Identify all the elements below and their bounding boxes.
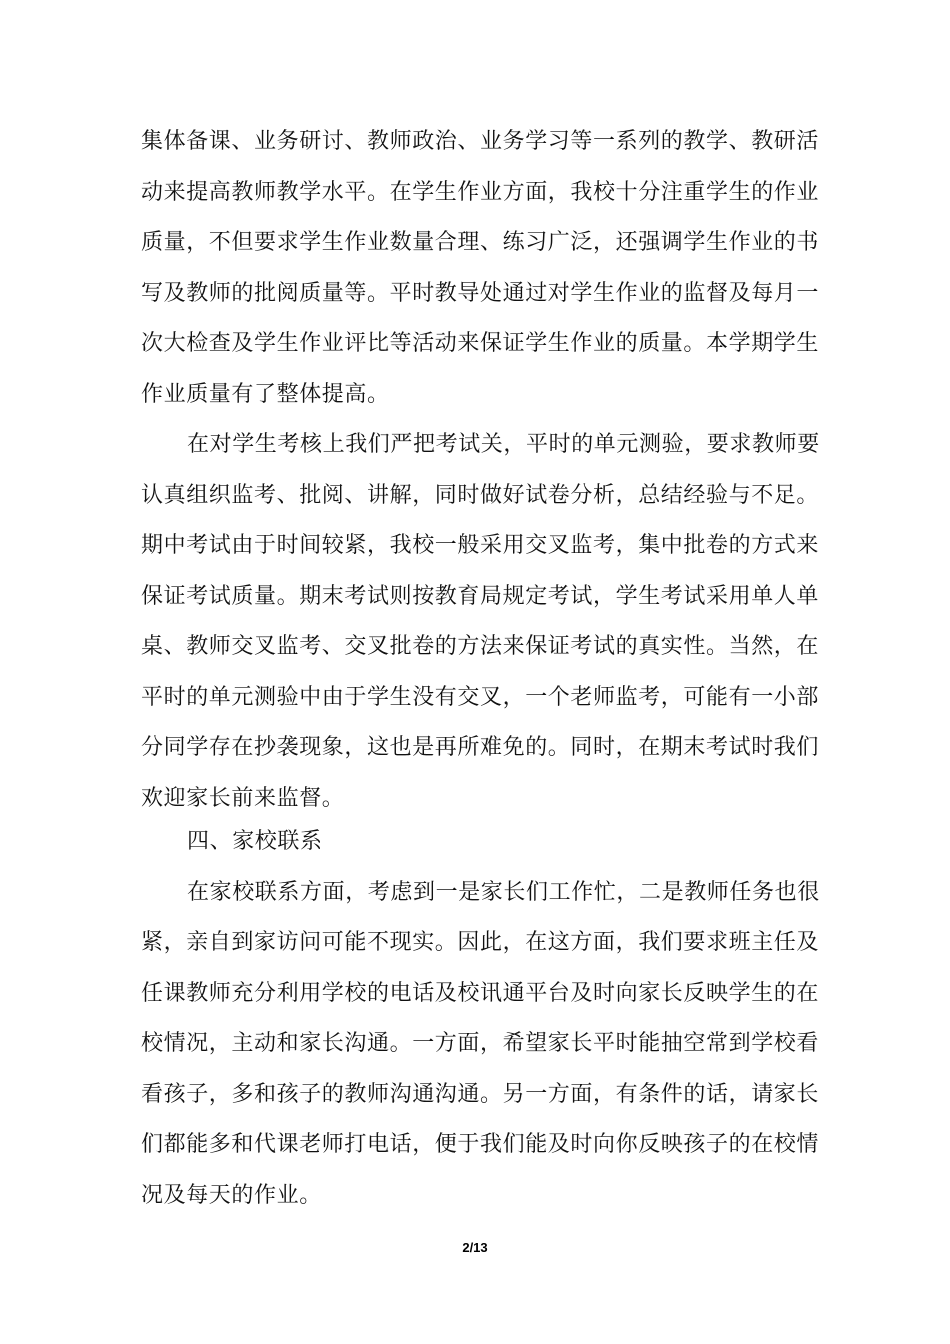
text-line: 写及教师的批阅质量等。平时教导处通过对学生作业的监督及每月一 — [141, 281, 820, 306]
text-line: 校情况，主动和家长沟通。一方面，希望家长平时能抽空常到学校看 — [141, 1031, 820, 1056]
text-line: 任课教师充分利用学校的电话及校讯通平台及时向家长反映学生的在 — [141, 981, 820, 1006]
paragraph-first-line: 在对学生考核上我们严把考试关，平时的单元测验，要求教师要 — [187, 432, 820, 457]
text-line: 动来提高教师教学水平。在学生作业方面，我校十分注重学生的作业 — [141, 180, 820, 205]
text-line: 况及每天的作业。 — [141, 1183, 322, 1208]
text-line: 紧，亲自到家访问可能不现实。因此，在这方面，我们要求班主任及 — [141, 930, 820, 955]
text-line: 质量，不但要求学生作业数量合理、练习广泛，还强调学生作业的书 — [141, 230, 820, 255]
page-number: 2/13 — [462, 1240, 488, 1255]
text-line: 欢迎家长前来监督。 — [141, 786, 345, 811]
text-line: 期中考试由于时间较紧，我校一般采用交叉监考，集中批卷的方式来 — [141, 533, 820, 558]
text-line: 保证考试质量。期末考试则按教育局规定考试，学生考试采用单人单 — [141, 584, 820, 609]
text-line: 认真组织监考、批阅、讲解，同时做好试卷分析，总结经验与不足。 — [141, 483, 820, 508]
text-line: 分同学存在抄袭现象，这也是再所难免的。同时，在期末考试时我们 — [141, 735, 820, 760]
text-line: 看孩子，多和孩子的教师沟通沟通。另一方面，有条件的话，请家长 — [141, 1082, 820, 1107]
text-line: 桌、教师交叉监考、交叉批卷的方法来保证考试的真实性。当然，在 — [141, 634, 820, 659]
text-line: 平时的单元测验中由于学生没有交叉，一个老师监考，可能有一小部 — [141, 685, 820, 710]
text-line: 次大检查及学生作业评比等活动来保证学生作业的质量。本学期学生 — [141, 331, 820, 356]
text-line: 们都能多和代课老师打电话，便于我们能及时向你反映孩子的在校情 — [141, 1132, 820, 1157]
paragraph-first-line: 在家校联系方面，考虑到一是家长们工作忙，二是教师任务也很 — [187, 880, 820, 905]
text-line: 集体备课、业务研讨、教师政治、业务学习等一系列的教学、教研活 — [141, 129, 820, 154]
section-heading: 四、家校联系 — [187, 829, 323, 854]
text-line: 作业质量有了整体提高。 — [141, 382, 390, 407]
